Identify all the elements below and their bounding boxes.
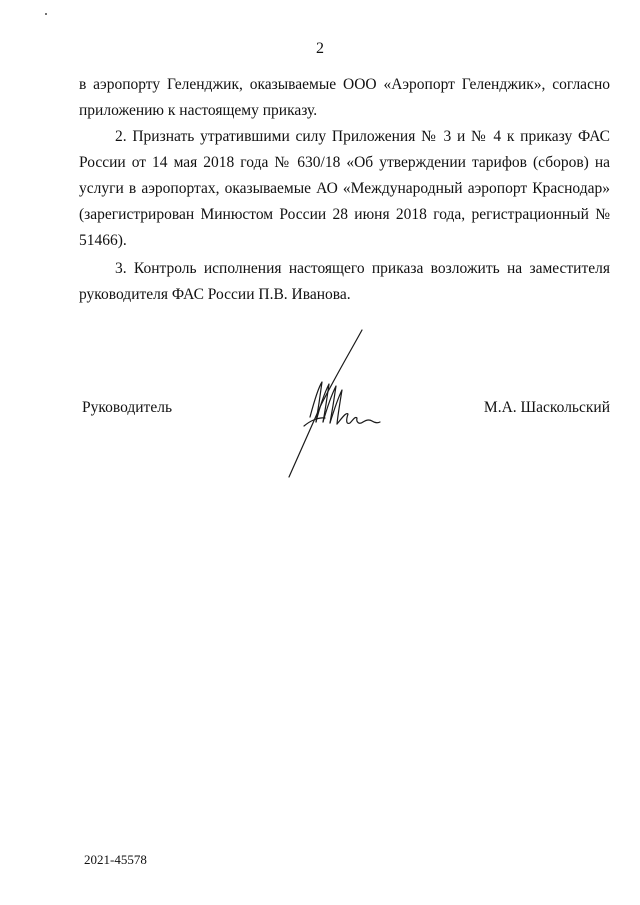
signatory-name: М.А. Шаскольский: [483, 399, 610, 416]
paragraph-item-3: 3. Контроль исполнения настоящего приказа возложить на заместителя руководителя ФАС России П.В. Иванова.: [79, 260, 610, 303]
handwritten-signature: [280, 322, 390, 482]
scan-speck: [45, 13, 47, 15]
page-number: 2: [316, 40, 324, 57]
document-number: 2021-45578: [84, 852, 147, 867]
paragraph-item-2: 2. Признать утратившими силу Приложения № 3 и № 4 к приказу ФАС России от 14 мая 2018 года № 630/18 «Об утверждении тарифов (сборов) на услуги в аэропортах, оказываемые АО «Международный аэропорт Краснодар» (зарегистрирован Минюстом России 28 июня 2018 года, регистрационный № 51466).: [79, 128, 610, 249]
signatory-role: Руководитель: [82, 399, 173, 416]
paragraph-continuation: в аэропорту Геленджик, оказываемые ООО «Аэропорт Геленджик», согласно приложению к настоящему приказу.: [79, 76, 610, 119]
